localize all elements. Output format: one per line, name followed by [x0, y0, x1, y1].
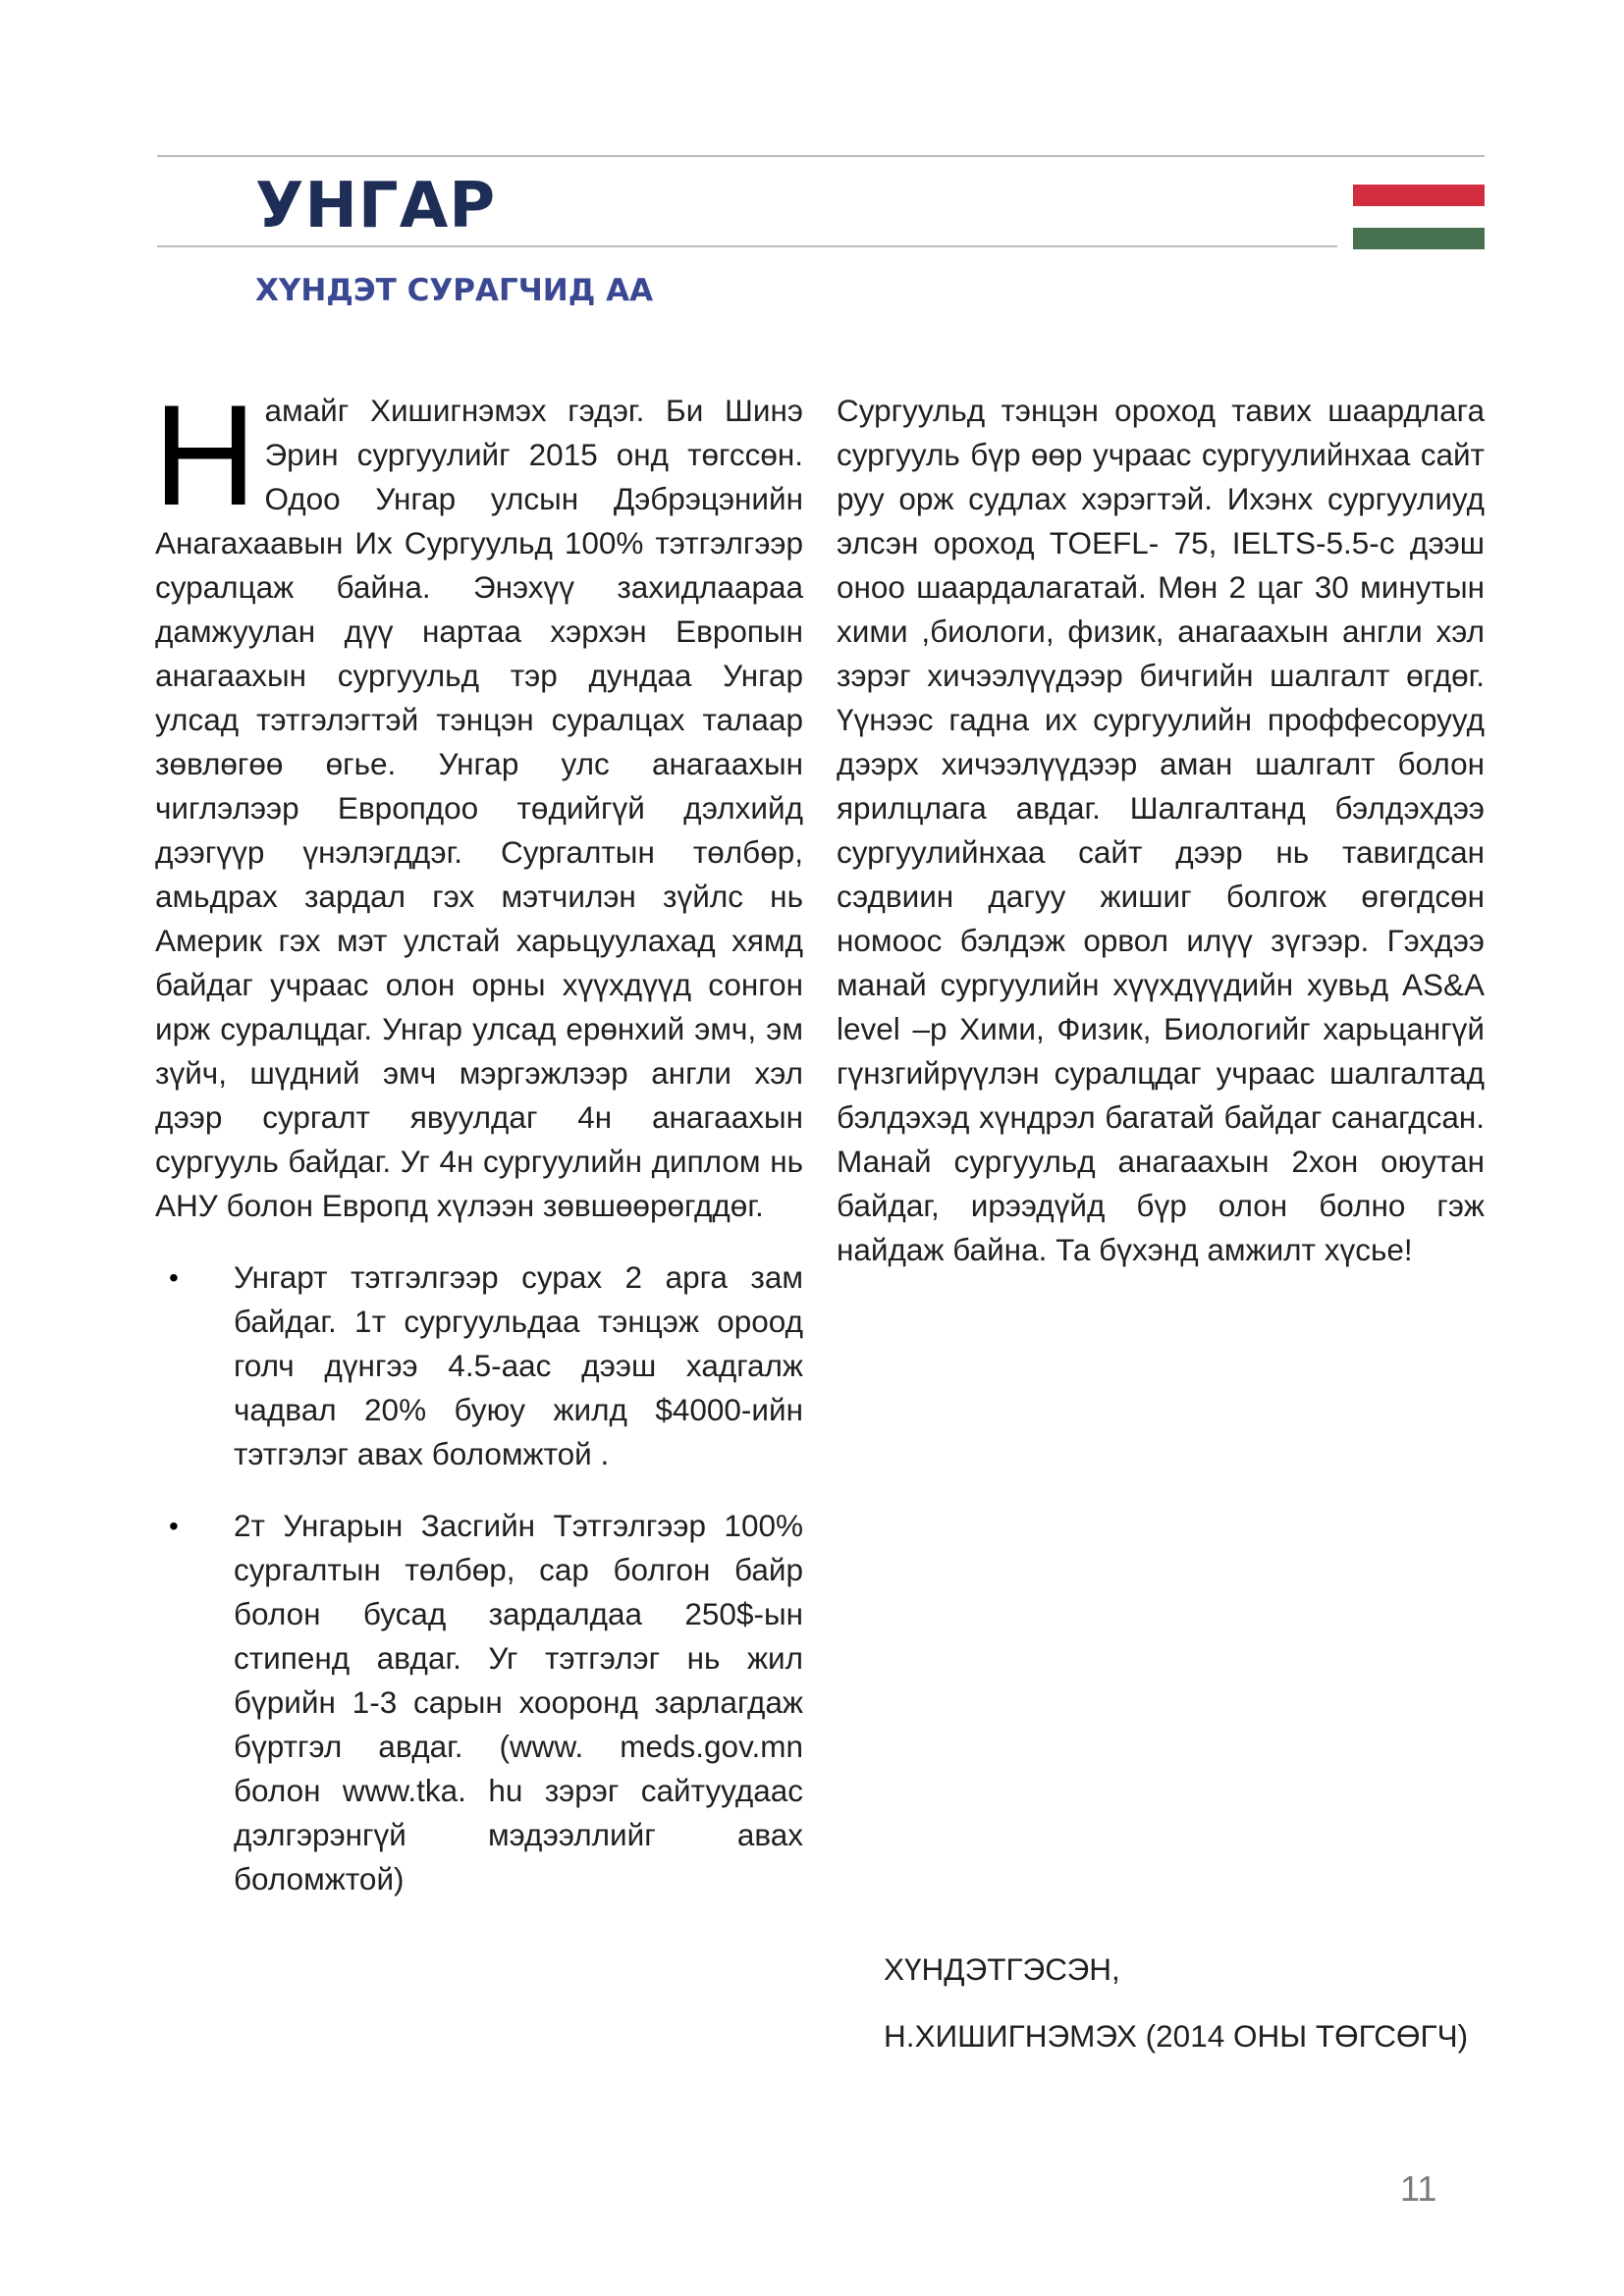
requirements-paragraph: Сургуульд тэнцэн ороход тавих шаардлага сургууль бүр өөр учраас сургуулийнхаа сайт руу орж судлах хэрэгтэй. Ихэнх сургуулиуд элсэн ороход TOEFL- 75, IELTS-5.5-с дээш оноо шаардалагатай. Мөн 2 цаг 30 минутын хими ,биологи, физик, анагаахын англи хэл зэрэг хичээлүүдээр бичгийн шалгалт өгдөг. Үүнээс гадна их сургуулийн проффесорууд дээрх хичээлүүдээр аман шалгалт болон ярилцлага авдаг. Шалгалтанд бэлдэхдээ сургуулийнхаа сайт дээр нь тавигдсан сэдвиин дагуу жишиг болгож өгөгдсөн номоос бэлдэж орвол илүү зүгээр. Гэхдээ манай сургуулийн хүүхдүүдийн хувьд AS&A level –р Хими, Физик, Биологийг харьцангүй гүнзгийрүүлэн суралцдаг учраас шалгалтад бэлдэхэд хүндрэл багатай байдаг санагдсан. Манай сургуульд анагаахын 2хон оюутан байдаг, ирээдүйд бүр олон болно гэж найдаж байна. Та бүхэнд амжилт хүсье! — [837, 393, 1485, 1267]
page-title: УНГАР — [255, 170, 497, 242]
list-item-text: 2т Унгарын Засгийн Тэтгэлгээр 100% сургалтын төлбөр, сар болгон байр болон бусад зардалдаа 250$-ын стипенд авдаг. Уг тэтгэлэг нь жил бүрийн 1-3 сарын хооронд зарлагдаж бүртгэл авдаг. (www. meds.gov.mn болон www.tka. hu зэрэг сайтуудаас дэлгэрэнгүй мэдээллийг авах боломжтой) — [234, 1508, 803, 1896]
right-column — [837, 389, 1485, 1272]
page-subtitle: ХҮНДЭТ СУРАГЧИД АА — [255, 273, 654, 308]
signature-author: Н.ХИШИГНЭМЭХ (2014 ОНЫ ТӨГСӨГЧ) — [884, 2018, 1469, 2054]
flag-stripe-white — [1353, 206, 1485, 228]
left-column — [153, 375, 803, 1901]
bullet-icon: • — [169, 1511, 179, 1541]
drop-cap: Н — [153, 375, 257, 535]
hungary-flag-icon — [1353, 185, 1485, 249]
list-item — [155, 1504, 803, 1901]
signature-closing: ХҮНДЭТГЭСЭН, — [884, 1951, 1120, 1987]
list-item-text: Унгарт тэтгэлгээр сурах 2 арга зам байдаг. 1т сургуульдаа тэнцэж ороод голч дүнгээ 4.5-аас дээш хадгалж чадвал 20% буюу жилд $4000-ийн тэтгэлэг авах боломжтой . — [234, 1259, 803, 1471]
header-divider-rule — [157, 245, 1337, 247]
header-top-rule — [157, 155, 1485, 157]
page-number: 11 — [1400, 2168, 1437, 2209]
list-item — [155, 1255, 803, 1476]
intro-text: амайг Хишигнэмэх гэдэг. Би Шинэ Эрин сургуулийг 2015 онд төгссөн. Одоо Унгар улсын Дэбрэцэнийн Анагахаавын Их Сургуульд 100% тэтгэлгээр суралцаж байна. Энэхүү захидлаараа дамжуулан дүү нартаа хэрхэн Европын анагаахын сургуульд тэр дундаа Унгар улсад тэтгэлэгтэй тэнцэн суралцах талаар зөвлөгөө өгье. Унгар улс анагаахын чиглэлээр Европдоо төдийгүй дэлхийд дээгүүр үнэлэгддэг. Сургалтын төлбөр, амьдрах зардал гэх мэтчилэн зүйлс нь Америк гэх мэт улстай харьцуулахад хямд байдаг учраас олон орны хүүхдүүд сонгон ирж суралцдаг. Унгар улсад ерөнхий эмч, эм зүйч, шүдний эмч мэргэжлээр англи хэл дээр сургалт явуулдаг 4н анагаахын сургууль байдаг. Уг 4н сургуулийн диплом нь АНУ болон Европд хүлээн зөвшөөрөгддөг. — [155, 393, 803, 1223]
scholarship-list — [155, 1255, 803, 1901]
flag-stripe-red — [1353, 185, 1485, 206]
bullet-icon: • — [169, 1262, 179, 1293]
flag-stripe-green — [1353, 228, 1485, 249]
intro-paragraph — [153, 375, 803, 1228]
